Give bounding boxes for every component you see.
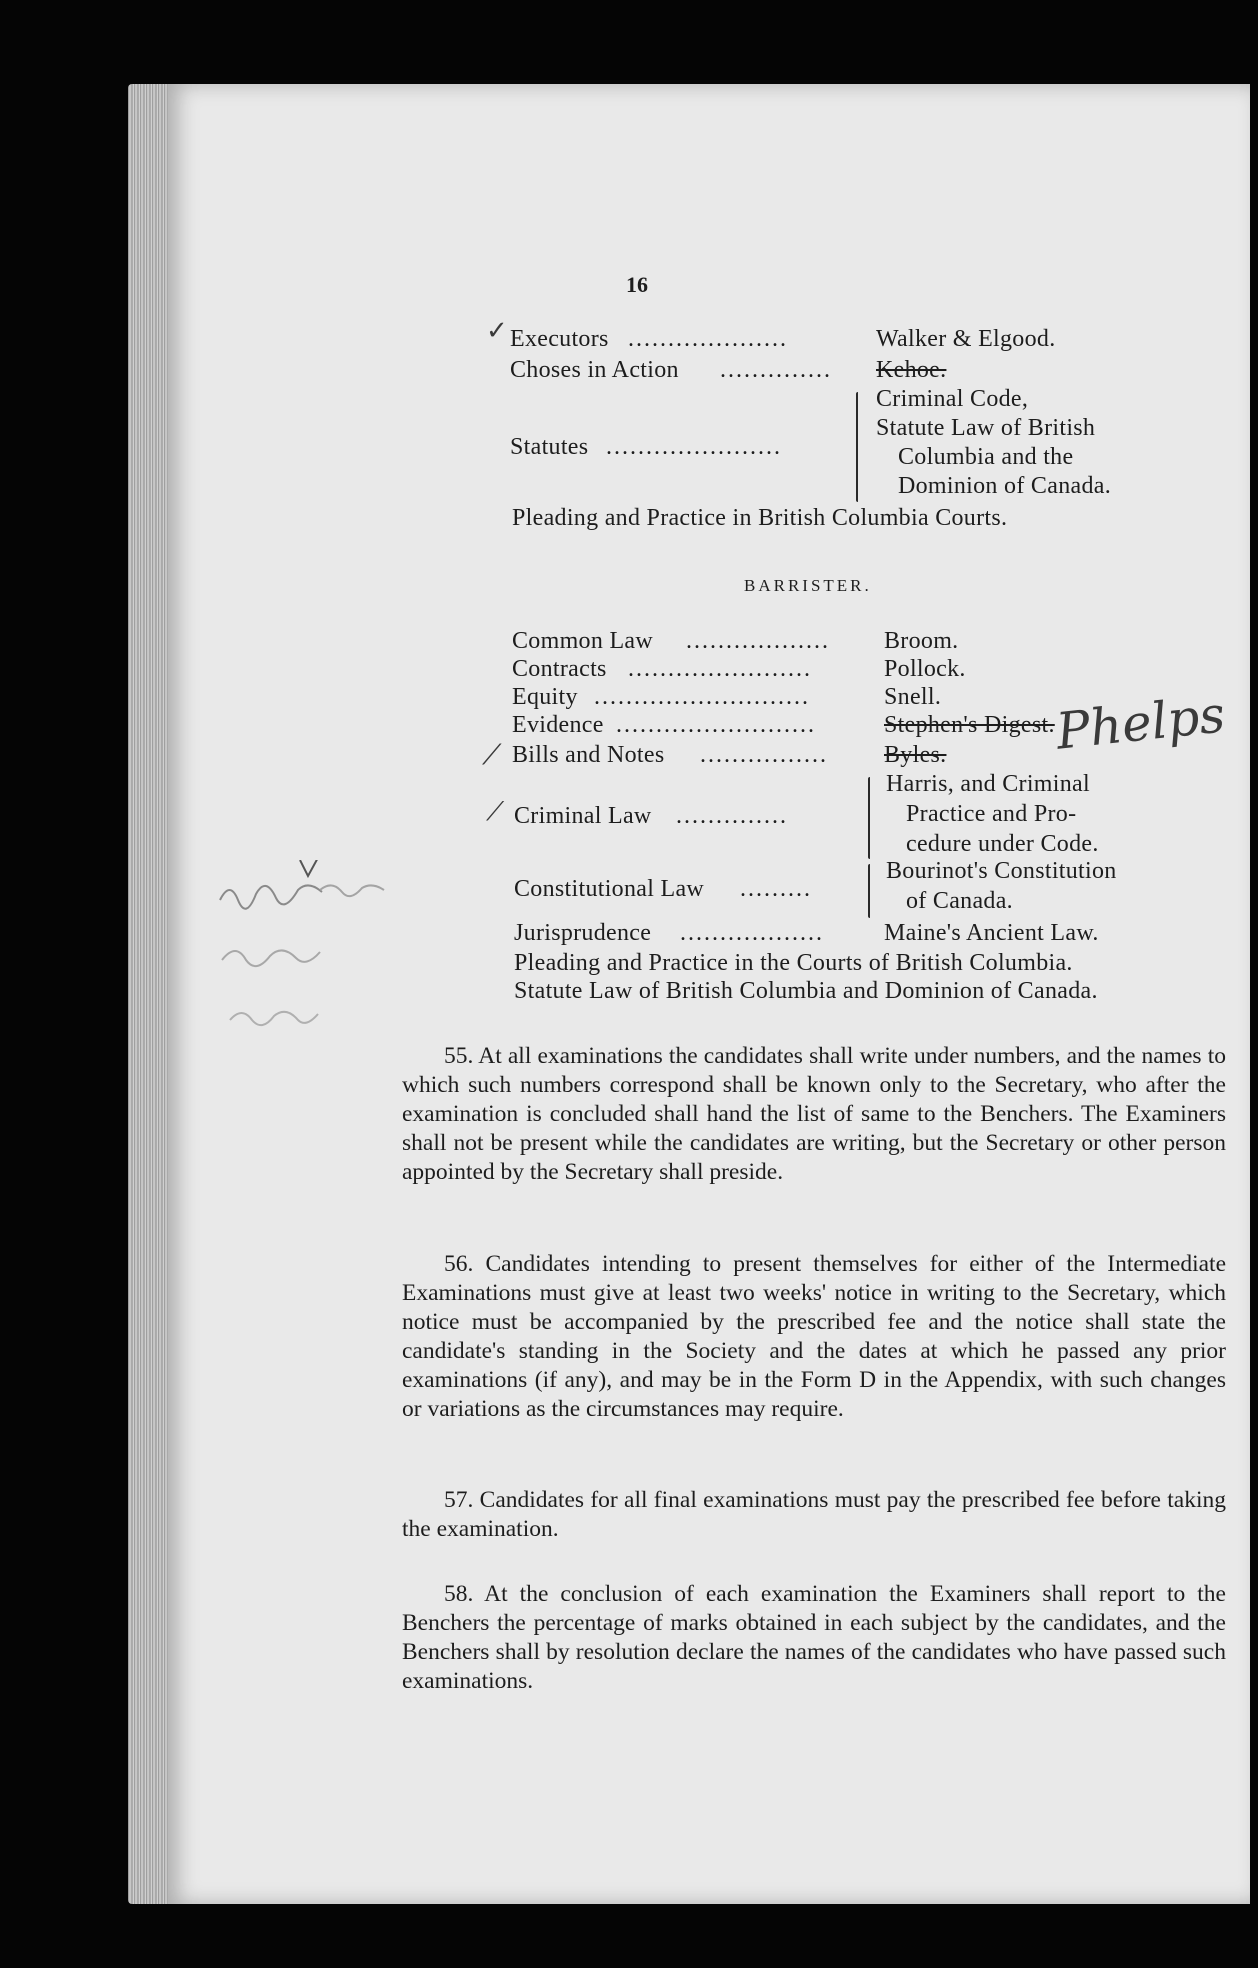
leader-dots: .............. — [720, 357, 832, 383]
leader-dots: .................. — [686, 628, 830, 654]
paragraph-text: At the conclusion of each examination the Examiners shall report to the Benchers the percentage of marks obtained in each subject by the candidates, and the Benchers shall by resolution declare the names of the candidates who have passed such examinations. — [402, 1581, 1226, 1694]
subject-label: Bills and Notes — [512, 742, 665, 768]
marginal-scribble — [210, 860, 460, 1060]
brace — [856, 392, 858, 502]
subject-label: Contracts — [512, 656, 607, 682]
paragraph-number: 58. — [444, 1581, 474, 1607]
statutes-line: Dominion of Canada. — [898, 473, 1111, 499]
arrow-mark-icon: ⟋ — [482, 740, 502, 771]
subject-row-common-law — [0, 628, 1258, 658]
constitutional-law-line: of Canada. — [906, 888, 1013, 914]
paragraph-text: At all examinations the candidates shall write under numbers, and the names to which such numbers correspond shall be known only to the Secretary, who after the examination is concluded shall hand the list of same to the Benchers. The Examiners shall not be present while the candidates are writing, but the Secretary or other person appointed by the Secretary shall preside. — [402, 1043, 1226, 1185]
paragraph-56 — [402, 1250, 1226, 1424]
paragraph-55 — [402, 1042, 1226, 1187]
criminal-law-line: Harris, and Criminal — [886, 771, 1090, 797]
brace — [868, 777, 870, 859]
paragraph-text: Candidates for all final examinations must pay the prescribed fee before taking the examination. — [402, 1487, 1227, 1542]
barrister-heading: BARRISTER. — [744, 576, 872, 595]
subject-label: Executors — [510, 326, 609, 352]
paragraph-58 — [402, 1580, 1226, 1696]
barrister-extra-line: Pleading and Practice in the Courts of British Columbia. — [514, 950, 1073, 976]
subject-label: Equity — [512, 684, 578, 710]
handwritten-annotation: Phelps — [1053, 685, 1228, 761]
author-label: Walker & Elgood. — [876, 326, 1056, 352]
subject-label: Common Law — [512, 628, 653, 654]
subject-row-executors — [0, 316, 1258, 356]
barrister-extra-line: Statute Law of British Columbia and Dominion of Canada. — [514, 978, 1098, 1004]
subject-label: Constitutional Law — [514, 876, 705, 902]
page-number: 16 — [626, 272, 648, 297]
subject-row-choses — [0, 357, 1258, 387]
paragraph-57 — [402, 1486, 1226, 1544]
arrow-mark-icon: ⟋ — [486, 797, 505, 826]
statutes-line: Statute Law of British — [876, 415, 1096, 441]
subject-row-contracts — [0, 656, 1258, 686]
subject-label: Statutes — [510, 434, 589, 460]
constitutional-law-block — [0, 858, 1258, 920]
leader-dots: ................ — [700, 742, 828, 768]
leader-dots: ...................... — [606, 434, 782, 460]
pleading-student-line: Pleading and Practice in British Columbia Courts. — [512, 505, 1008, 531]
leader-dots: ......................... — [616, 712, 816, 738]
author-label: Byles. — [884, 742, 947, 768]
constitutional-law-line: Bourinot's Constitution — [886, 858, 1117, 884]
leader-dots: ........................... — [594, 684, 810, 710]
author-label: Broom. — [884, 628, 959, 654]
subject-label: Choses in Action — [510, 357, 679, 383]
subject-label: Jurisprudence — [514, 920, 652, 946]
author-label: Kehoe. — [876, 357, 947, 383]
leader-dots: ......... — [740, 876, 812, 902]
author-label: Maine's Ancient Law. — [884, 920, 1099, 946]
paragraph-number: 56. — [444, 1251, 474, 1277]
paragraph-number: 55. — [444, 1043, 474, 1069]
author-label: Snell. — [884, 684, 942, 710]
subject-row-jurisprudence — [0, 920, 1258, 950]
leader-dots: .................... — [628, 326, 788, 352]
criminal-law-block — [0, 771, 1258, 863]
author-label: Stephen's Digest. — [884, 712, 1055, 738]
author-label: Pollock. — [884, 656, 966, 682]
paragraph-text: Candidates intending to present themselves for either of the Intermediate Examinations must give at least two weeks' notice in writing to the Secretary, which notice must be accompanied by the prescribed fee and the notice shall state the candidate's standing in the Society and the dates at which he passed any prior examinations (if any), and may be in the Form D in the Appendix, with such changes or variations as the circumstances may require. — [402, 1251, 1227, 1422]
brace — [868, 864, 870, 918]
subject-label: Evidence — [512, 712, 604, 738]
leader-dots: .............. — [676, 803, 788, 829]
statutes-block — [0, 386, 1258, 506]
statutes-line: Columbia and the — [898, 444, 1074, 470]
statutes-line: Criminal Code, — [876, 386, 1029, 412]
criminal-law-line: Practice and Pro- — [906, 801, 1077, 827]
check-mark-icon: ✓ — [486, 316, 509, 345]
subject-label: Criminal Law — [514, 803, 652, 829]
leader-dots: ....................... — [628, 656, 812, 682]
leader-dots: .................. — [680, 920, 824, 946]
paragraph-number: 57. — [444, 1487, 474, 1513]
criminal-law-line: cedure under Code. — [906, 831, 1099, 857]
